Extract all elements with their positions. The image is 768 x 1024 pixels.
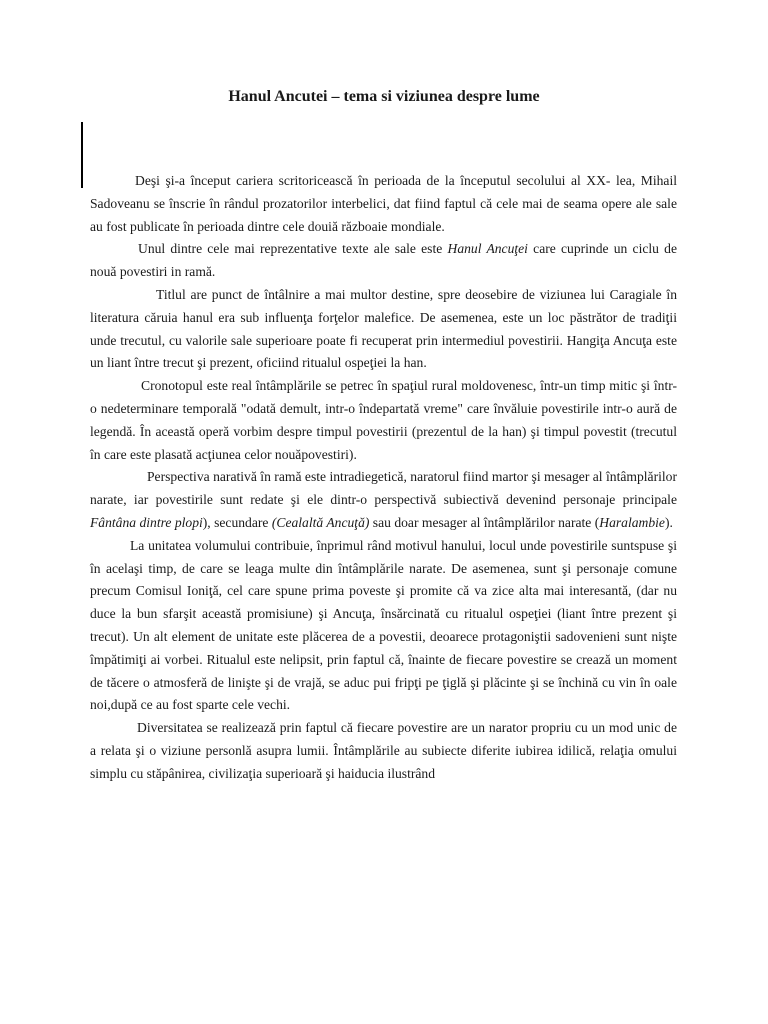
story-title-3: Haralambie [599,514,665,530]
text-cursor [81,122,83,188]
paragraph-2-text: Unul dintre cele mai reprezentative texte ale sale este [138,241,448,257]
story-title-2: (Cealaltă Ancuţă) [271,514,370,530]
paragraph-5-text-end: ). [664,514,673,530]
work-title: Hanul Ancuţei [447,241,528,257]
paragraph-1: Deşi şi-a început cariera scritoricească în perioada de la începutul secolului al XX- lea, Mihail Sadoveanu se înscrie în rândul prozatorilor interbelici, dat fiind faptul că cele mai de seama opere ale sale au fost publicate în perioada dintre cele douiă războaie mondiale. [90,173,677,234]
paragraph-7: Diversitatea se realizează prin faptul că fiecare povestire are un narator propriu cu un mod unic de a relata şi o viziune personlă asupra lumii. Întâmplările au subiecte diferite iubirea idilică, relaţia omului simplu cu stăpânirea, civilizaţia superioară şi haiducia ilustrând [90,720,677,781]
paragraph-3: Titlul are punct de întâlnire a mai multor destine, spre deosebire de viziunea lui Caragiale în literatura căruia hanul era sub influenţa forţelor malefice. De asemenea, este un loc păstrător de tradiţii unde trecutul, cu valorile sale superioare poate fi recuperat prin intermediul povestirii. Hangiţa Ancuţa este un liant între trecut şi prezent, oficiind ritualul ospeţiei la han. [90,286,677,371]
document-body [90,170,677,786]
paragraph-5 [90,466,677,534]
paragraph-5-text-mid1: ), secundare [202,514,272,530]
story-title-1: Fântâna dintre plopi [90,514,203,530]
document-title: Hanul Ancutei – tema si viziunea despre lume [228,88,540,105]
paragraph-6: La unitatea volumului contribuie, înprimul rând motivul hanului, locul unde povestirile suntspuse şi în acelaşi timp, de care se leaga multe din întâmplările narate. De asemenea, sunt şi personaje comune precum Comisul Ioniţă, cel care spune prima poveste şi promite că va zice alta mai interesantă, (dar nu duce la bun sfarşit această promisiune) şi Ancuţa, însărcinată cu ritualul ospeţiei (liant între prezent şi trecut). Un alt element de unitate este plăcerea de a povestii, deoarece protagoniştii sadovenieni sunt nişte împătimiţi ai vorbei. Ritualul este nelipsit, prin faptul că, înainte de fiecare povestire se crează un moment de tăcere o atmosferă de linişte şi de vrajă, se aduc pui fripţi pe ţiglă şi plăcinte şi se închină cu vin în oale noi,după ce au fost sparte cele vechi. [90,537,677,713]
paragraph-4: Cronotopul este real întâmplările se petrec în spaţiul rural moldovenesc, într-un timp mitic şi într-o nedeterminare temporală "odată demult, intr-o îndepartată vreme" care învăluie povestirile intr-o aură de legendă. În această operă vorbim despre timpul povestirii (prezentul de la han) şi timpul povestit (trecutul în care este plasată acţiunea celor nouăpovestiri). [90,378,677,462]
paragraph-2 [90,238,677,284]
paragraph-5-text-mid2: sau doar mesager al întâmplărilor narate ( [369,514,600,530]
paragraph-2-text-end: care cuprinde un ciclu de nouă povestiri in ramă. [90,241,678,280]
paragraph-5-text: Perspectiva narativă în ramă este intradiegetică, naratorul fiind martor şi mesager al întâmplărilor narate, iar povestirile sunt redate şi ele dintr-o perspectivă subiectivă devenind personaje principale [90,469,677,508]
